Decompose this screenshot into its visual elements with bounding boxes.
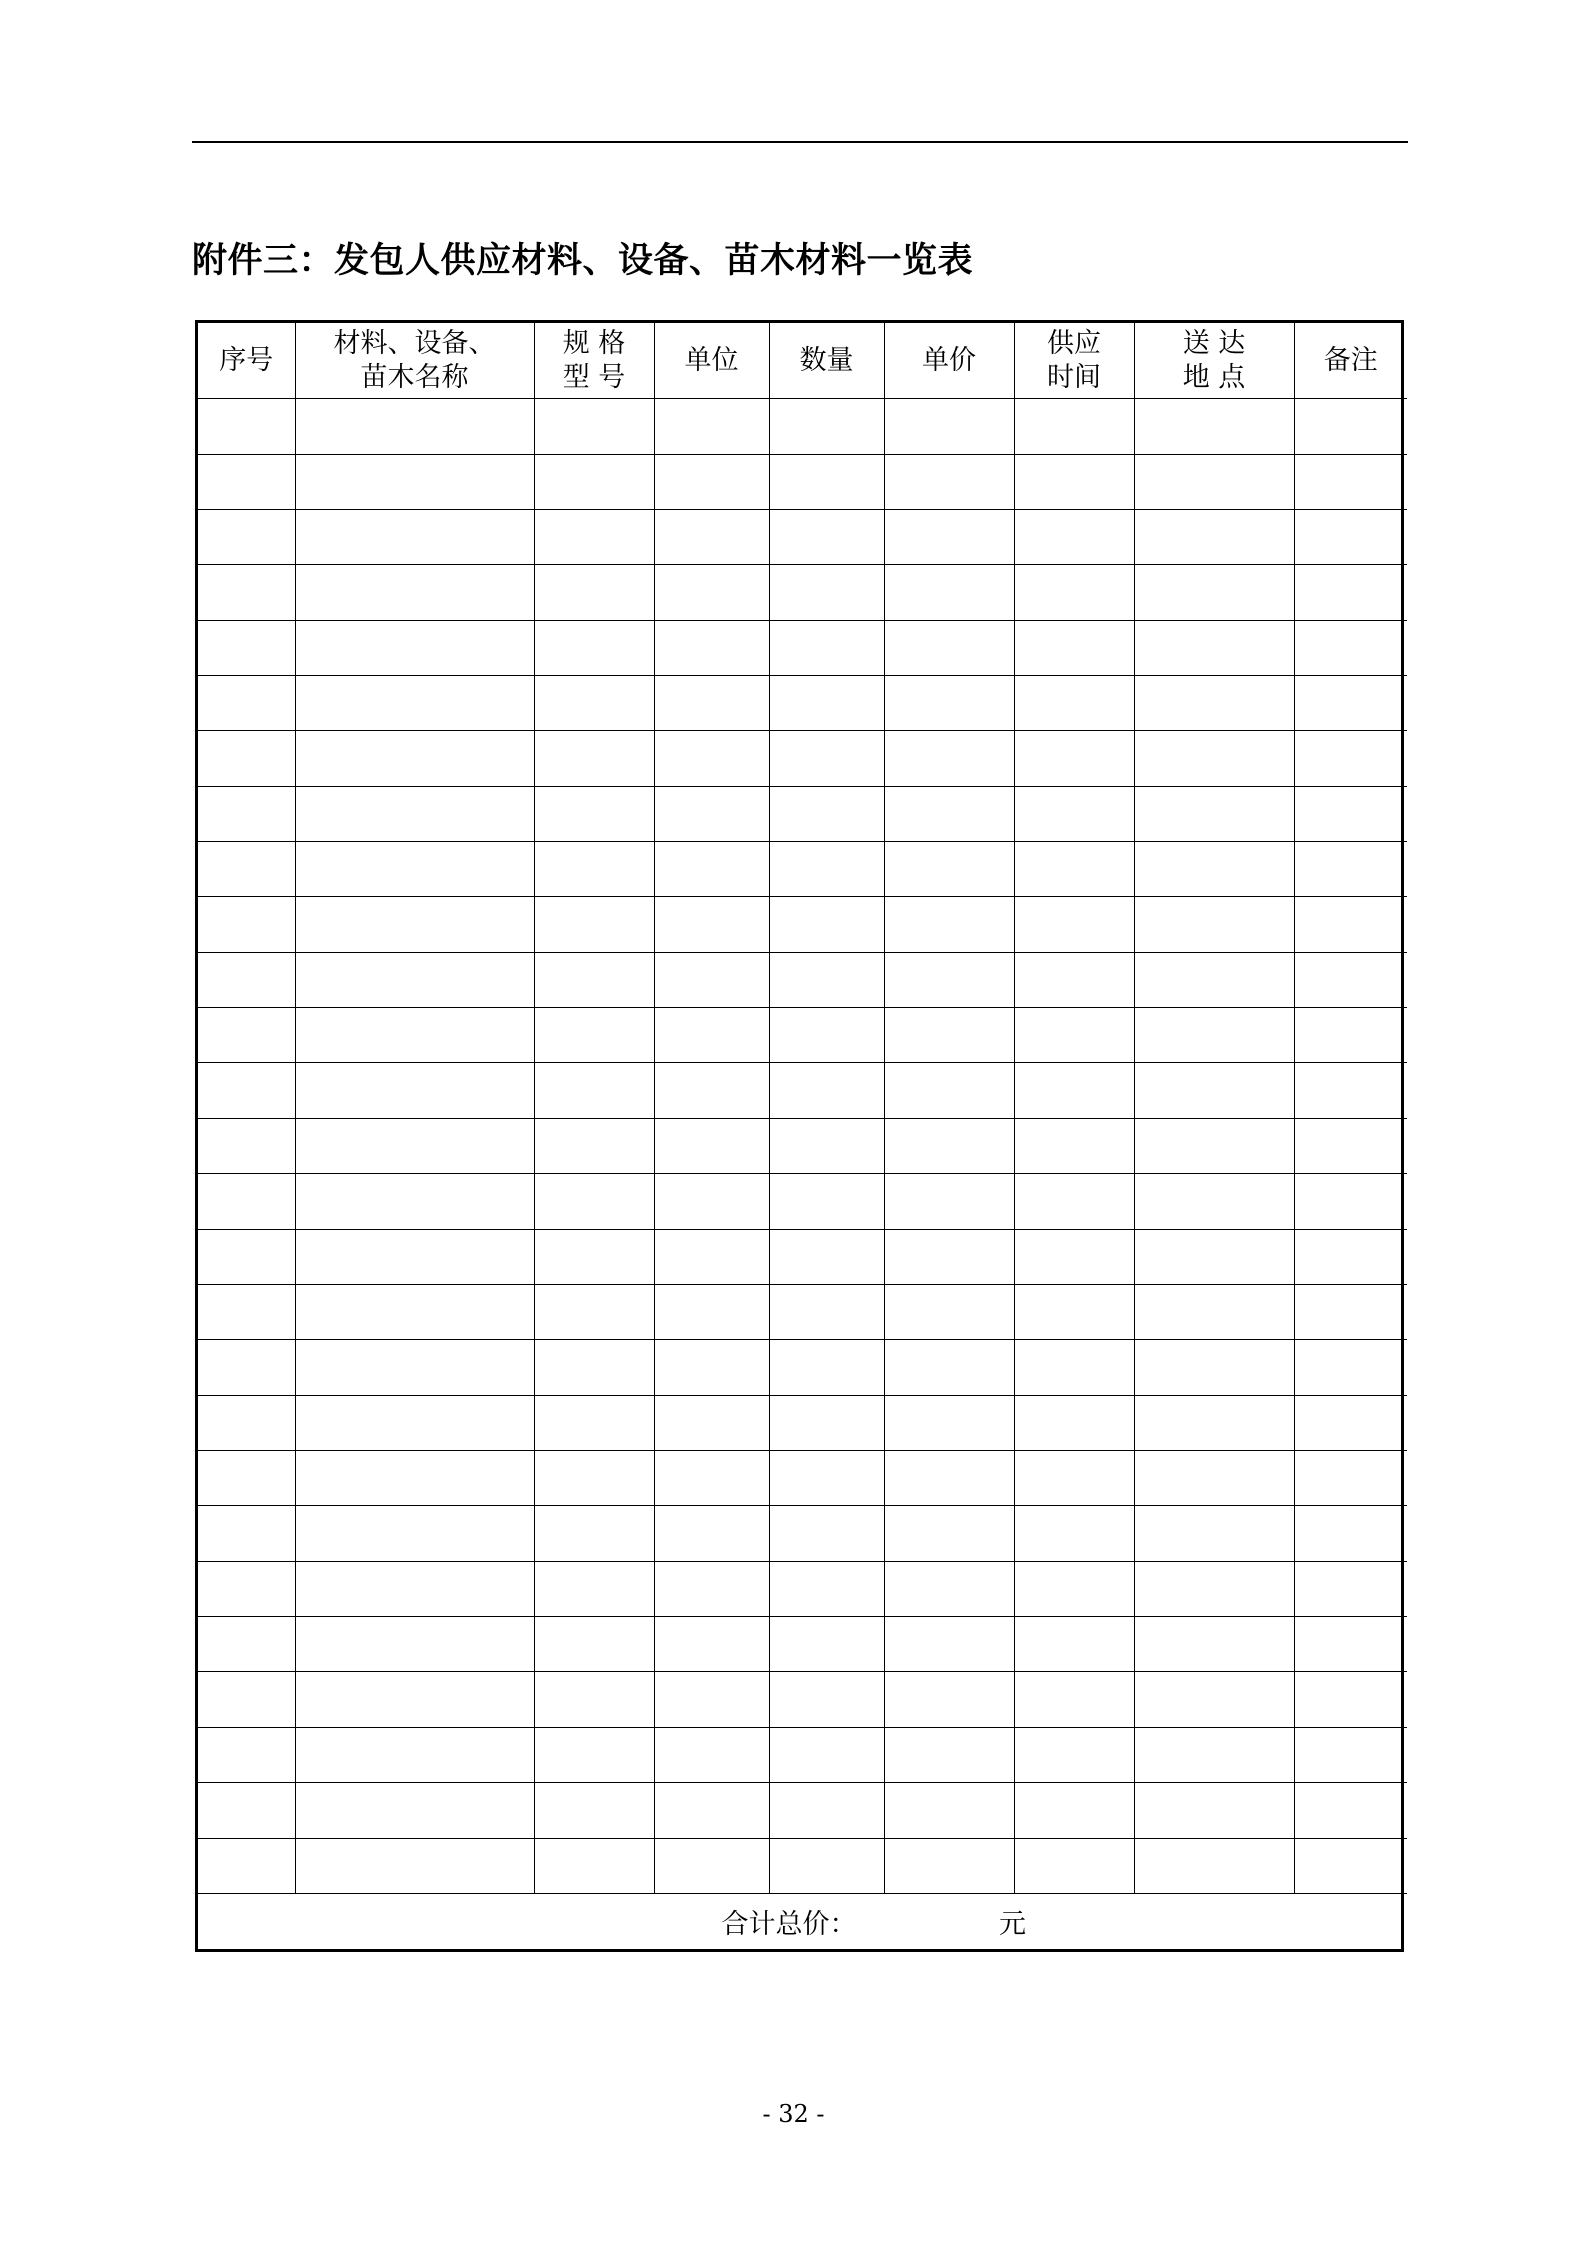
cell-quantity bbox=[769, 675, 884, 730]
supply-materials-table bbox=[195, 320, 1404, 1952]
table-row bbox=[198, 952, 1407, 1007]
table-row bbox=[198, 1506, 1407, 1561]
table-row bbox=[198, 731, 1407, 786]
cell-unit bbox=[654, 786, 769, 841]
cell-unit bbox=[654, 675, 769, 730]
cell-unit bbox=[654, 1838, 769, 1893]
cell-quantity bbox=[769, 565, 884, 620]
cell-quantity bbox=[769, 1229, 884, 1284]
table-row bbox=[198, 1229, 1407, 1284]
cell-remarks bbox=[1294, 731, 1407, 786]
cell-quantity bbox=[769, 1284, 884, 1339]
cell-index bbox=[198, 1783, 295, 1838]
cell-spec bbox=[534, 1783, 654, 1838]
cell-spec bbox=[534, 399, 654, 454]
table-row bbox=[198, 509, 1407, 564]
cell-unit-price bbox=[884, 1451, 1014, 1506]
cell-name bbox=[295, 565, 534, 620]
cell-supply-time bbox=[1014, 1174, 1134, 1229]
cell-unit bbox=[654, 620, 769, 675]
cell-spec bbox=[534, 1118, 654, 1173]
cell-supply-time bbox=[1014, 1340, 1134, 1395]
cell-quantity bbox=[769, 1174, 884, 1229]
cell-supply-time bbox=[1014, 952, 1134, 1007]
total-row bbox=[198, 1893, 1407, 1949]
cell-spec bbox=[534, 842, 654, 897]
cell-unit-price bbox=[884, 786, 1014, 841]
cell-spec bbox=[534, 1727, 654, 1782]
cell-delivery-location bbox=[1134, 842, 1294, 897]
cell-unit bbox=[654, 1174, 769, 1229]
cell-unit-price bbox=[884, 842, 1014, 897]
cell-unit bbox=[654, 1118, 769, 1173]
cell-remarks bbox=[1294, 1617, 1407, 1672]
cell-unit-price bbox=[884, 399, 1014, 454]
cell-spec bbox=[534, 565, 654, 620]
cell-unit bbox=[654, 1561, 769, 1616]
cell-index bbox=[198, 786, 295, 841]
table-row bbox=[198, 1008, 1407, 1063]
table-row bbox=[198, 399, 1407, 454]
cell-supply-time bbox=[1014, 454, 1134, 509]
cell-supply-time bbox=[1014, 1395, 1134, 1450]
cell-unit bbox=[654, 1063, 769, 1118]
total-unit: 元 bbox=[999, 1908, 1026, 1940]
cell-spec bbox=[534, 1174, 654, 1229]
cell-spec bbox=[534, 952, 654, 1007]
cell-unit bbox=[654, 399, 769, 454]
cell-quantity bbox=[769, 786, 884, 841]
total-cell bbox=[198, 1893, 1407, 1949]
cell-unit-price bbox=[884, 897, 1014, 952]
cell-remarks bbox=[1294, 1340, 1407, 1395]
cell-delivery-location bbox=[1134, 1672, 1294, 1727]
cell-delivery-location bbox=[1134, 565, 1294, 620]
header-cell-index: 序号 bbox=[198, 323, 295, 399]
cell-supply-time bbox=[1014, 509, 1134, 564]
cell-supply-time bbox=[1014, 1506, 1134, 1561]
cell-supply-time bbox=[1014, 675, 1134, 730]
cell-remarks bbox=[1294, 1561, 1407, 1616]
cell-supply-time bbox=[1014, 1451, 1134, 1506]
cell-quantity bbox=[769, 1451, 884, 1506]
cell-name bbox=[295, 1340, 534, 1395]
cell-supply-time bbox=[1014, 897, 1134, 952]
cell-remarks bbox=[1294, 1229, 1407, 1284]
cell-unit bbox=[654, 1008, 769, 1063]
header-cell-name: 材料、设备、 苗木名称 bbox=[295, 323, 534, 399]
cell-unit-price bbox=[884, 1727, 1014, 1782]
cell-name bbox=[295, 1284, 534, 1339]
cell-unit-price bbox=[884, 1838, 1014, 1893]
cell-unit bbox=[654, 454, 769, 509]
cell-remarks bbox=[1294, 565, 1407, 620]
cell-remarks bbox=[1294, 1395, 1407, 1450]
cell-delivery-location bbox=[1134, 1340, 1294, 1395]
cell-spec bbox=[534, 786, 654, 841]
cell-quantity bbox=[769, 1783, 884, 1838]
cell-supply-time bbox=[1014, 1561, 1134, 1616]
cell-unit bbox=[654, 1340, 769, 1395]
cell-delivery-location bbox=[1134, 1727, 1294, 1782]
table-row bbox=[198, 1340, 1407, 1395]
cell-name bbox=[295, 1561, 534, 1616]
table-row bbox=[198, 786, 1407, 841]
cell-delivery-location bbox=[1134, 509, 1294, 564]
cell-remarks bbox=[1294, 952, 1407, 1007]
header-rule bbox=[192, 141, 1408, 143]
cell-unit-price bbox=[884, 675, 1014, 730]
cell-quantity bbox=[769, 1118, 884, 1173]
cell-quantity bbox=[769, 1395, 884, 1450]
cell-unit-price bbox=[884, 1229, 1014, 1284]
cell-unit-price bbox=[884, 1672, 1014, 1727]
cell-remarks bbox=[1294, 1783, 1407, 1838]
cell-spec bbox=[534, 675, 654, 730]
cell-unit-price bbox=[884, 1395, 1014, 1450]
cell-supply-time bbox=[1014, 731, 1134, 786]
cell-unit bbox=[654, 1727, 769, 1782]
cell-index bbox=[198, 1118, 295, 1173]
cell-spec bbox=[534, 1395, 654, 1450]
cell-spec bbox=[534, 897, 654, 952]
table-row bbox=[198, 1783, 1407, 1838]
cell-name bbox=[295, 731, 534, 786]
cell-unit bbox=[654, 1783, 769, 1838]
cell-supply-time bbox=[1014, 1672, 1134, 1727]
cell-quantity bbox=[769, 731, 884, 786]
cell-remarks bbox=[1294, 1118, 1407, 1173]
table-row bbox=[198, 1063, 1407, 1118]
cell-remarks bbox=[1294, 1838, 1407, 1893]
table-row bbox=[198, 1118, 1407, 1173]
cell-name bbox=[295, 1395, 534, 1450]
cell-unit bbox=[654, 1395, 769, 1450]
cell-delivery-location bbox=[1134, 1617, 1294, 1672]
cell-supply-time bbox=[1014, 620, 1134, 675]
cell-unit-price bbox=[884, 1063, 1014, 1118]
cell-supply-time bbox=[1014, 1727, 1134, 1782]
cell-name bbox=[295, 1783, 534, 1838]
cell-unit bbox=[654, 1672, 769, 1727]
cell-index bbox=[198, 675, 295, 730]
cell-unit bbox=[654, 1506, 769, 1561]
cell-name bbox=[295, 1506, 534, 1561]
cell-remarks bbox=[1294, 786, 1407, 841]
cell-delivery-location bbox=[1134, 1561, 1294, 1616]
cell-supply-time bbox=[1014, 1229, 1134, 1284]
cell-unit bbox=[654, 509, 769, 564]
cell-quantity bbox=[769, 1672, 884, 1727]
cell-supply-time bbox=[1014, 1617, 1134, 1672]
cell-index bbox=[198, 1451, 295, 1506]
cell-spec bbox=[534, 1008, 654, 1063]
header-cell-delivery-location: 送 达 地 点 bbox=[1134, 323, 1294, 399]
cell-supply-time bbox=[1014, 786, 1134, 841]
table-row bbox=[198, 1617, 1407, 1672]
cell-unit-price bbox=[884, 1617, 1014, 1672]
cell-index bbox=[198, 1284, 295, 1339]
cell-unit-price bbox=[884, 952, 1014, 1007]
cell-unit bbox=[654, 731, 769, 786]
cell-index bbox=[198, 1727, 295, 1782]
cell-index bbox=[198, 897, 295, 952]
table-row bbox=[198, 1838, 1407, 1893]
table-row bbox=[198, 1284, 1407, 1339]
cell-unit-price bbox=[884, 1118, 1014, 1173]
table-row bbox=[198, 620, 1407, 675]
cell-name bbox=[295, 786, 534, 841]
table-row bbox=[198, 842, 1407, 897]
cell-remarks bbox=[1294, 1451, 1407, 1506]
cell-quantity bbox=[769, 1561, 884, 1616]
cell-delivery-location bbox=[1134, 1118, 1294, 1173]
cell-name bbox=[295, 1229, 534, 1284]
cell-supply-time bbox=[1014, 1118, 1134, 1173]
cell-remarks bbox=[1294, 1506, 1407, 1561]
cell-delivery-location bbox=[1134, 1229, 1294, 1284]
cell-spec bbox=[534, 1838, 654, 1893]
header-cell-supply-time: 供应 时间 bbox=[1014, 323, 1134, 399]
cell-spec bbox=[534, 1451, 654, 1506]
cell-remarks bbox=[1294, 1284, 1407, 1339]
table-row bbox=[198, 1561, 1407, 1616]
cell-remarks bbox=[1294, 897, 1407, 952]
table-row bbox=[198, 1395, 1407, 1450]
table-row bbox=[198, 1672, 1407, 1727]
cell-remarks bbox=[1294, 1727, 1407, 1782]
cell-remarks bbox=[1294, 509, 1407, 564]
cell-delivery-location bbox=[1134, 1838, 1294, 1893]
cell-name bbox=[295, 1617, 534, 1672]
cell-quantity bbox=[769, 454, 884, 509]
cell-quantity bbox=[769, 1727, 884, 1782]
table-row bbox=[198, 1727, 1407, 1782]
cell-name bbox=[295, 952, 534, 1007]
cell-unit-price bbox=[884, 454, 1014, 509]
cell-name bbox=[295, 1672, 534, 1727]
cell-quantity bbox=[769, 1340, 884, 1395]
cell-index bbox=[198, 1561, 295, 1616]
cell-remarks bbox=[1294, 1174, 1407, 1229]
cell-supply-time bbox=[1014, 1838, 1134, 1893]
cell-name bbox=[295, 1451, 534, 1506]
cell-quantity bbox=[769, 897, 884, 952]
cell-delivery-location bbox=[1134, 454, 1294, 509]
cell-supply-time bbox=[1014, 1783, 1134, 1838]
table-row bbox=[198, 1451, 1407, 1506]
cell-quantity bbox=[769, 952, 884, 1007]
cell-spec bbox=[534, 620, 654, 675]
header-cell-spec: 规 格 型 号 bbox=[534, 323, 654, 399]
cell-unit bbox=[654, 897, 769, 952]
cell-index bbox=[198, 1672, 295, 1727]
cell-index bbox=[198, 1340, 295, 1395]
table-row bbox=[198, 897, 1407, 952]
cell-delivery-location bbox=[1134, 675, 1294, 730]
cell-index bbox=[198, 620, 295, 675]
cell-supply-time bbox=[1014, 565, 1134, 620]
cell-quantity bbox=[769, 509, 884, 564]
cell-unit bbox=[654, 952, 769, 1007]
cell-spec bbox=[534, 1617, 654, 1672]
cell-quantity bbox=[769, 1838, 884, 1893]
cell-quantity bbox=[769, 1063, 884, 1118]
cell-supply-time bbox=[1014, 1284, 1134, 1339]
cell-delivery-location bbox=[1134, 1174, 1294, 1229]
cell-quantity bbox=[769, 1506, 884, 1561]
header-cell-unit: 单位 bbox=[654, 323, 769, 399]
cell-name bbox=[295, 1118, 534, 1173]
cell-unit-price bbox=[884, 620, 1014, 675]
cell-spec bbox=[534, 1340, 654, 1395]
cell-unit-price bbox=[884, 1008, 1014, 1063]
cell-delivery-location bbox=[1134, 952, 1294, 1007]
cell-unit-price bbox=[884, 1783, 1014, 1838]
cell-unit-price bbox=[884, 731, 1014, 786]
cell-quantity bbox=[769, 620, 884, 675]
cell-name bbox=[295, 620, 534, 675]
cell-name bbox=[295, 1174, 534, 1229]
cell-name bbox=[295, 454, 534, 509]
cell-delivery-location bbox=[1134, 897, 1294, 952]
cell-name bbox=[295, 1838, 534, 1893]
cell-quantity bbox=[769, 1008, 884, 1063]
cell-spec bbox=[534, 1229, 654, 1284]
cell-spec bbox=[534, 1284, 654, 1339]
cell-unit bbox=[654, 1229, 769, 1284]
cell-index bbox=[198, 842, 295, 897]
cell-index bbox=[198, 1229, 295, 1284]
cell-unit bbox=[654, 565, 769, 620]
table bbox=[198, 323, 1407, 1949]
cell-remarks bbox=[1294, 1008, 1407, 1063]
cell-unit-price bbox=[884, 1284, 1014, 1339]
cell-delivery-location bbox=[1134, 1284, 1294, 1339]
header-cell-remarks: 备注 bbox=[1294, 323, 1407, 399]
cell-delivery-location bbox=[1134, 1395, 1294, 1450]
table-header-row bbox=[198, 323, 1407, 399]
document-title: 附件三：发包人供应材料、设备、苗木材料一览表 bbox=[192, 241, 974, 281]
cell-index bbox=[198, 1395, 295, 1450]
cell-remarks bbox=[1294, 620, 1407, 675]
cell-spec bbox=[534, 509, 654, 564]
cell-index bbox=[198, 454, 295, 509]
cell-unit bbox=[654, 1284, 769, 1339]
cell-remarks bbox=[1294, 454, 1407, 509]
cell-supply-time bbox=[1014, 1008, 1134, 1063]
cell-unit bbox=[654, 1451, 769, 1506]
cell-spec bbox=[534, 1063, 654, 1118]
table-row bbox=[198, 1174, 1407, 1229]
cell-delivery-location bbox=[1134, 786, 1294, 841]
cell-index bbox=[198, 399, 295, 454]
cell-unit-price bbox=[884, 565, 1014, 620]
cell-quantity bbox=[769, 399, 884, 454]
cell-spec bbox=[534, 1561, 654, 1616]
cell-delivery-location bbox=[1134, 1783, 1294, 1838]
cell-delivery-location bbox=[1134, 731, 1294, 786]
cell-index bbox=[198, 1008, 295, 1063]
cell-name bbox=[295, 509, 534, 564]
cell-delivery-location bbox=[1134, 1451, 1294, 1506]
cell-supply-time bbox=[1014, 1063, 1134, 1118]
cell-remarks bbox=[1294, 842, 1407, 897]
cell-index bbox=[198, 1838, 295, 1893]
cell-supply-time bbox=[1014, 399, 1134, 454]
cell-index bbox=[198, 565, 295, 620]
header-cell-quantity: 数量 bbox=[769, 323, 884, 399]
cell-unit-price bbox=[884, 1506, 1014, 1561]
cell-remarks bbox=[1294, 1063, 1407, 1118]
cell-delivery-location bbox=[1134, 1008, 1294, 1063]
cell-remarks bbox=[1294, 399, 1407, 454]
page-number: - 32 - bbox=[762, 2100, 825, 2128]
cell-spec bbox=[534, 1506, 654, 1561]
cell-quantity bbox=[769, 842, 884, 897]
cell-spec bbox=[534, 1672, 654, 1727]
cell-name bbox=[295, 1063, 534, 1118]
cell-index bbox=[198, 509, 295, 564]
cell-unit-price bbox=[884, 509, 1014, 564]
cell-delivery-location bbox=[1134, 1506, 1294, 1561]
cell-name bbox=[295, 399, 534, 454]
cell-index bbox=[198, 952, 295, 1007]
cell-unit bbox=[654, 842, 769, 897]
cell-spec bbox=[534, 731, 654, 786]
table-row bbox=[198, 454, 1407, 509]
cell-name bbox=[295, 1727, 534, 1782]
cell-remarks bbox=[1294, 675, 1407, 730]
cell-delivery-location bbox=[1134, 620, 1294, 675]
total-label: 合计总价： bbox=[721, 1908, 857, 1940]
header-cell-unit-price: 单价 bbox=[884, 323, 1014, 399]
cell-index bbox=[198, 1174, 295, 1229]
cell-index bbox=[198, 1506, 295, 1561]
cell-remarks bbox=[1294, 1672, 1407, 1727]
cell-delivery-location bbox=[1134, 399, 1294, 454]
cell-unit-price bbox=[884, 1340, 1014, 1395]
table-row bbox=[198, 675, 1407, 730]
cell-spec bbox=[534, 454, 654, 509]
cell-name bbox=[295, 897, 534, 952]
table-row bbox=[198, 565, 1407, 620]
cell-index bbox=[198, 731, 295, 786]
cell-index bbox=[198, 1063, 295, 1118]
cell-delivery-location bbox=[1134, 1063, 1294, 1118]
cell-supply-time bbox=[1014, 842, 1134, 897]
cell-name bbox=[295, 1008, 534, 1063]
cell-name bbox=[295, 842, 534, 897]
cell-unit bbox=[654, 1617, 769, 1672]
cell-index bbox=[198, 1617, 295, 1672]
cell-unit-price bbox=[884, 1561, 1014, 1616]
cell-quantity bbox=[769, 1617, 884, 1672]
cell-unit-price bbox=[884, 1174, 1014, 1229]
cell-name bbox=[295, 675, 534, 730]
